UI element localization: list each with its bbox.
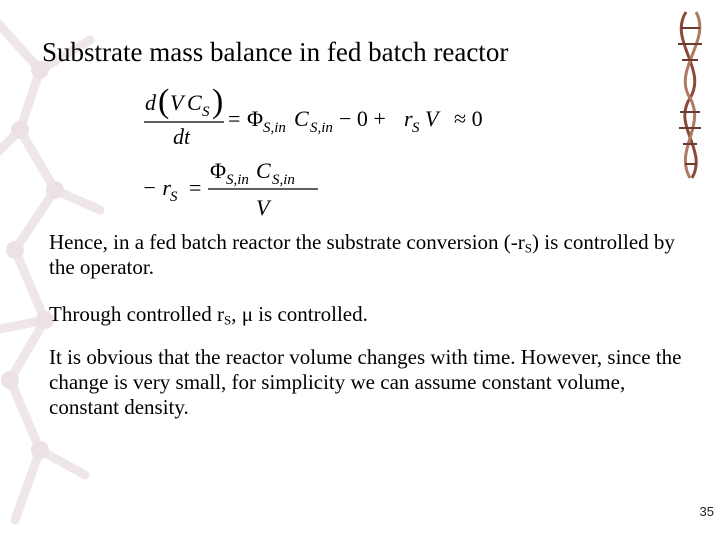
eq1-c: C (187, 90, 202, 115)
eq1-c-sub: S (202, 104, 210, 120)
rate-equation (142, 158, 318, 220)
eq2-lhs: − r (142, 175, 171, 200)
eq2-denominator: V (256, 195, 270, 220)
eq1-minus-zero: − 0 + (339, 106, 386, 131)
paragraph-substrate-conversion (49, 230, 689, 280)
p1-text-after: ) is controlled by the operator. (49, 230, 675, 279)
eq1-denominator: dt (173, 124, 191, 149)
mass-balance-equation (144, 83, 483, 149)
p2-text-after: , μ is controlled. (231, 302, 368, 326)
eq1-paren-open: ( (158, 83, 170, 120)
eq2-phi-sub: S,in (226, 172, 249, 188)
paragraph-controlled-rate (49, 302, 689, 327)
page-number: 35 (699, 504, 714, 519)
eq1-d: d (145, 90, 156, 115)
eq2-c: C (256, 158, 271, 183)
eq1-r: r (404, 106, 413, 131)
eq1-c2-sub: S,in (310, 120, 333, 136)
eq1-c2: C (294, 106, 309, 131)
equations-block (132, 78, 512, 228)
eq1-paren-close: ) (212, 83, 224, 120)
eq2-c-sub: S,in (272, 172, 295, 188)
paragraph-constant-volume: It is obvious that the reactor volume changes with time. However, since the change is very small, for simplicity we can assume constant volume, constant density. (49, 345, 682, 419)
eq2-lhs-sub: S (170, 189, 178, 205)
eq1-v2: V (425, 106, 439, 131)
eq1-equals: = (228, 106, 241, 131)
p1-subscript: S (524, 240, 533, 256)
eq1-phi-sub: S,in (263, 120, 286, 136)
p2-subscript: S (223, 312, 232, 328)
p2-text-before: Through controlled r (49, 302, 224, 326)
eq1-approx: ≈ 0 (454, 106, 483, 131)
eq2-phi: Φ (210, 158, 227, 183)
eq1-v: V (170, 90, 184, 115)
eq1-phi: Φ (247, 106, 264, 131)
dna-helix-icon (678, 12, 702, 178)
eq1-r-sub: S (412, 120, 420, 136)
slide-title: Substrate mass balance in fed batch reactor (42, 37, 509, 67)
eq2-equals: = (189, 175, 202, 200)
p1-text-before: Hence, in a fed batch reactor the substrate conversion (-r (49, 230, 525, 254)
